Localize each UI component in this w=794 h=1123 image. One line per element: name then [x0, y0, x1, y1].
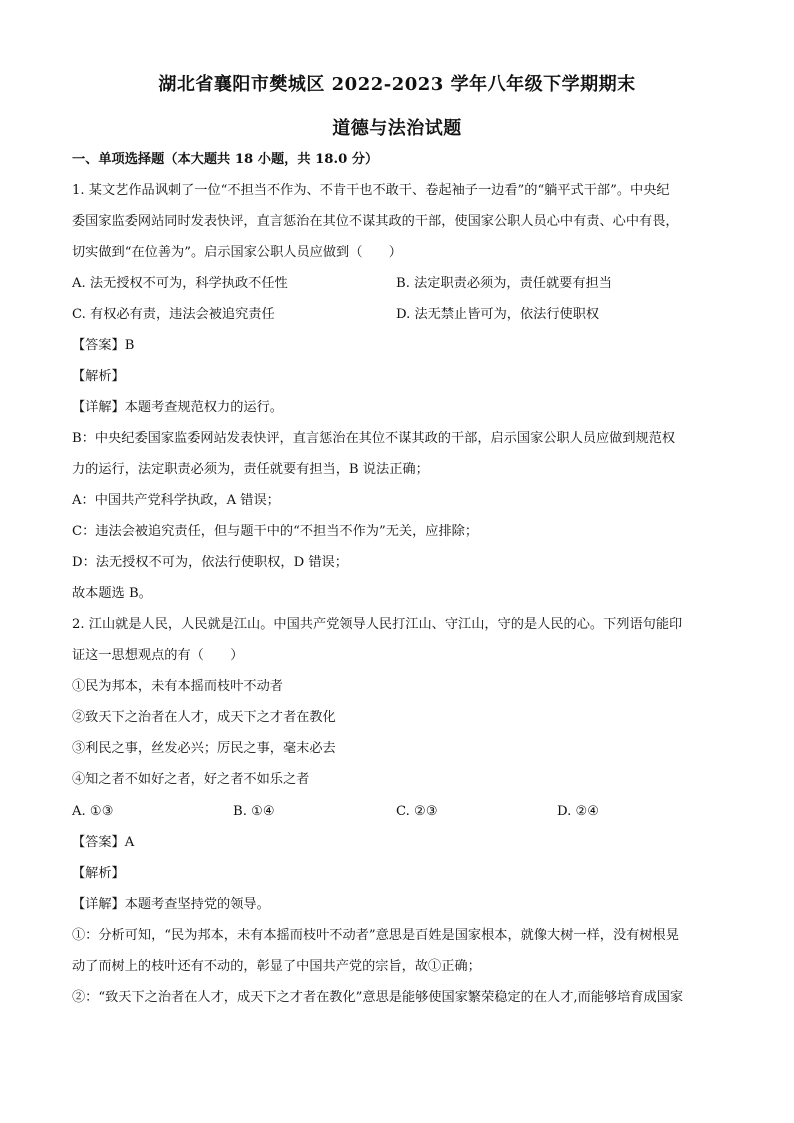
- q2-detail-line: 【详解】本题考查坚持党的领导。: [72, 897, 270, 912]
- q1-detail-line: C：违法会被追究责任，但与题干中的“不担当不作为”无关，应排除；: [72, 524, 479, 539]
- q1-option-a: A. 法无授权不可为，科学执政不任性: [72, 276, 288, 291]
- q2-option-d: D. ②④: [557, 804, 600, 819]
- q1-detail-line: 【详解】本题考查规范权力的运行。: [72, 400, 283, 415]
- q1-answer: 【答案】B: [72, 338, 135, 353]
- q2-detail-line: ②：“致天下之治者在人才，成天下之才者在教化”意思是能够使国家繁荣稳定的在人才,而能够培育成国家: [72, 990, 684, 1005]
- q1-analysis-label: 【解析】: [72, 369, 125, 384]
- q2-detail-line: ①：分析可知，“民为邦本，未有本摇而枝叶不动者”意思是百姓是国家根本，就像大树一样，没有树根晃: [72, 928, 679, 943]
- q1-option-d: D. 法无禁止皆可为，依法行使职权: [396, 307, 600, 322]
- q2-option-b: B. ①④: [233, 804, 275, 819]
- q1-detail-line: 故本题选 B。: [72, 586, 152, 601]
- q1-option-c: C. 有权必有责，违法会被追究责任: [72, 307, 275, 322]
- q2-detail-line: 动了而树上的枝叶还有不动的，彰显了中国共产党的宗旨，故①正确；: [72, 959, 481, 974]
- q2-answer: 【答案】A: [72, 835, 135, 850]
- q2-statement: ④知之者不如好之者，好之者不如乐之者: [72, 772, 310, 787]
- q1-detail-line: B：中央纪委国家监委网站发表快评，直言惩治在其位不谋其政的干部，启示国家公职人员应做到规范权: [72, 431, 676, 446]
- section-heading: 一、单项选择题（本大题共 18 小题，共 18.0 分）: [72, 152, 379, 167]
- q1-option-b: B. 法定职责必须为，责任就要有担当: [396, 276, 612, 291]
- q2-statement: ①民为邦本，未有本摇而枝叶不动者: [72, 679, 283, 694]
- q1-stem-line: 切实做到“在位善为”。启示国家公职人员应做到（ ）: [72, 245, 402, 260]
- q2-option-c: C. ②③: [396, 804, 438, 819]
- document-title: 湖北省襄阳市樊城区 2022-2023 学年八年级下学期期末: [158, 74, 636, 95]
- q2-statement: ②致天下之治者在人才，成天下之才者在教化: [72, 710, 336, 725]
- q2-stem-line: 2. 江山就是人民，人民就是江山。中国共产党领导人民打江山、守江山，守的是人民的心。下列语句能印: [72, 617, 683, 632]
- q1-detail-line: D：法无授权不可为，依法行使职权，D 错误；: [72, 555, 348, 570]
- q1-detail-line: 力的运行，法定职责必须为，责任就要有担当，B 说法正确；: [72, 462, 429, 477]
- q2-option-a: A. ①③: [72, 804, 114, 819]
- q2-analysis-label: 【解析】: [72, 866, 125, 881]
- document-subtitle: 道德与法治试题: [332, 118, 462, 139]
- q1-detail-line: A：中国共产党科学执政，A 错误；: [72, 493, 280, 508]
- q1-stem-line: 1. 某文艺作品讽刺了一位“不担当不作为、不肯干也不敢干、卷起袖子一边看”的“躺平式干部”。中央纪: [72, 183, 670, 198]
- q2-stem-line: 证这一思想观点的有（ ）: [72, 648, 244, 663]
- q1-stem-line: 委国家监委网站同时发表快评，直言惩治在其位不谋其政的干部，使国家公职人员心中有责、心中有畏，: [72, 214, 679, 229]
- q2-statement: ③利民之事，丝发必兴；厉民之事，毫末必去: [72, 741, 336, 756]
